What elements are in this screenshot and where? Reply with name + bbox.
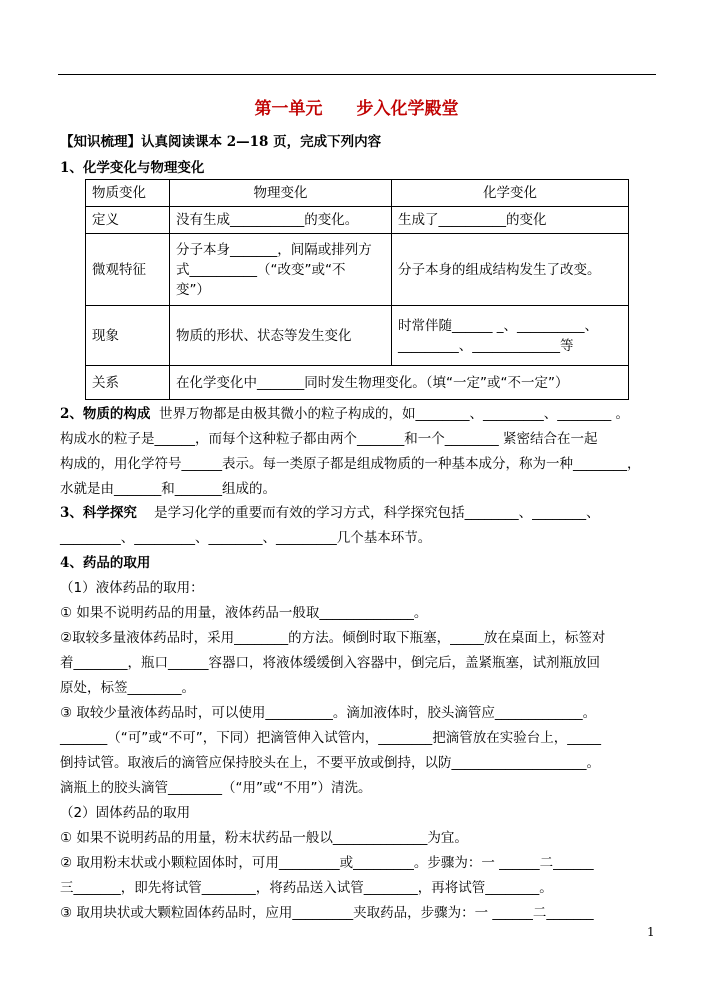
section2-heading: 2、物质的构成 <box>60 406 151 422</box>
section3-heading: 3、科学探究 <box>60 505 137 521</box>
row-label: 微观特征 <box>86 234 170 306</box>
table-cell: 生成了__________的变化 <box>392 207 629 234</box>
page-title <box>0 94 713 119</box>
liquid-line: ②取较多量液体药品时，采用________的方法。倾倒时取下瓶塞，_____放在桌面上，标签对 <box>60 630 606 646</box>
table-row <box>86 207 629 234</box>
section2-line-1 <box>60 404 629 424</box>
section2-line-2: 构成水的粒子是______，而每个这种粒子都由两个_______和一个________ 紧密结合在一起 <box>60 431 598 447</box>
table-cell: 物质的形状、状态等发生变化 <box>170 306 392 366</box>
row-label: 定义 <box>86 207 170 234</box>
row-label: 现象 <box>86 306 170 366</box>
title-topic: 步入化学殿堂 <box>356 99 459 119</box>
cell-line: 分子本身_______，间隔或排列方 <box>176 241 372 258</box>
table-row <box>86 366 629 400</box>
section3-line-2: _________、_________、________、_________几个基本环节。 <box>60 530 432 546</box>
row-label: 关系 <box>86 366 170 400</box>
liquid-line: 着________，瓶口______容器口，将液体缓缓倒入容器中，倒完后，盖紧瓶塞，试剂瓶放回 <box>60 655 600 671</box>
liquid-line: ③ 取较少量液体药品时，可以使用__________。滴加液体时，胶头滴管应_____________。 <box>60 705 597 721</box>
table-header: 物质变化 <box>86 180 170 207</box>
liquid-line: ① 如果不说明药品的用量，液体药品一般取______________。 <box>60 605 428 621</box>
section3-line-1 <box>60 503 600 523</box>
table-header: 化学变化 <box>392 180 629 207</box>
cell-line: _________、_____________等 <box>398 337 574 354</box>
cell-line: 式__________（“改变”或“不 <box>176 261 346 278</box>
liquid-line: 倒持试管。取液后的滴管应保持胶头在上，不要平放或倒持，以防____________________。 <box>60 755 600 771</box>
intro-text: 认真阅读课本 2—18 页，完成下列内容 <box>141 134 382 150</box>
header-rule <box>58 74 656 75</box>
solid-subheading: （2）固体药品的取用 <box>60 805 191 821</box>
table-header-row <box>86 180 629 207</box>
solid-line: ③ 取用块状或大颗粒固体药品时，应用_________夹取药品，步骤为：一 ______二_______ <box>60 905 594 921</box>
section2-text: 世界万物都是由极其微小的粒子构成的，如________、_________、________ 。 <box>159 406 630 422</box>
table-cell: 没有生成___________的变化。 <box>170 207 392 234</box>
liquid-line: 原处，标签________。 <box>60 680 195 696</box>
section1-heading: 1、化学变化与物理变化 <box>60 160 205 176</box>
table-header: 物理变化 <box>170 180 392 207</box>
cell-line: 时常伴随______ _、__________、 <box>398 317 599 334</box>
liquid-line: _______（“可”或“不可”，下同）把滴管伸入试管内，________把滴管放在实验台上，_____ <box>60 730 601 746</box>
intro-line <box>60 132 381 152</box>
table-cell: 在化学变化中_______同时发生物理变化。（填“一定”或“不一定”） <box>170 366 629 400</box>
title-unit: 第一单元 <box>254 99 323 119</box>
solid-line: ① 如果不说明药品的用量，粉末状药品一般以______________为宜。 <box>60 830 468 846</box>
table-row <box>86 306 629 366</box>
section4-heading: 4、药品的取用 <box>60 555 151 571</box>
liquid-line: 滴瓶上的胶头滴管________（“用”或“不用”）清洗。 <box>60 780 372 796</box>
section2-line-4: 水就是由_______和_______组成的。 <box>60 481 276 497</box>
page-number: 1 <box>647 925 655 939</box>
table-row <box>86 234 629 306</box>
solid-line: ② 取用粉末状或小颗粒固体时，可用_________或_________。步骤为：一 ______二______ <box>60 855 594 871</box>
table-cell: 分子本身的组成结构发生了改变。 <box>392 234 629 306</box>
liquid-subheading: （1）液体药品的取用： <box>60 580 204 596</box>
table-cell <box>170 234 392 306</box>
solid-line: 三_______，即先将试管________，将药品送入试管________，再将试管________。 <box>60 880 553 896</box>
cell-line: 变”） <box>176 281 210 298</box>
section3-text: 是学习化学的重要而有效的学习方式，科学探究包括________、________、 <box>154 505 600 521</box>
table-cell <box>392 306 629 366</box>
change-table <box>85 179 629 400</box>
section2-line-3: 构成的，用化学符号______表示。每一类原子都是组成物质的一种基本成分，称为一种________， <box>60 456 641 472</box>
intro-bracket: 【知识梳理】 <box>60 134 141 150</box>
